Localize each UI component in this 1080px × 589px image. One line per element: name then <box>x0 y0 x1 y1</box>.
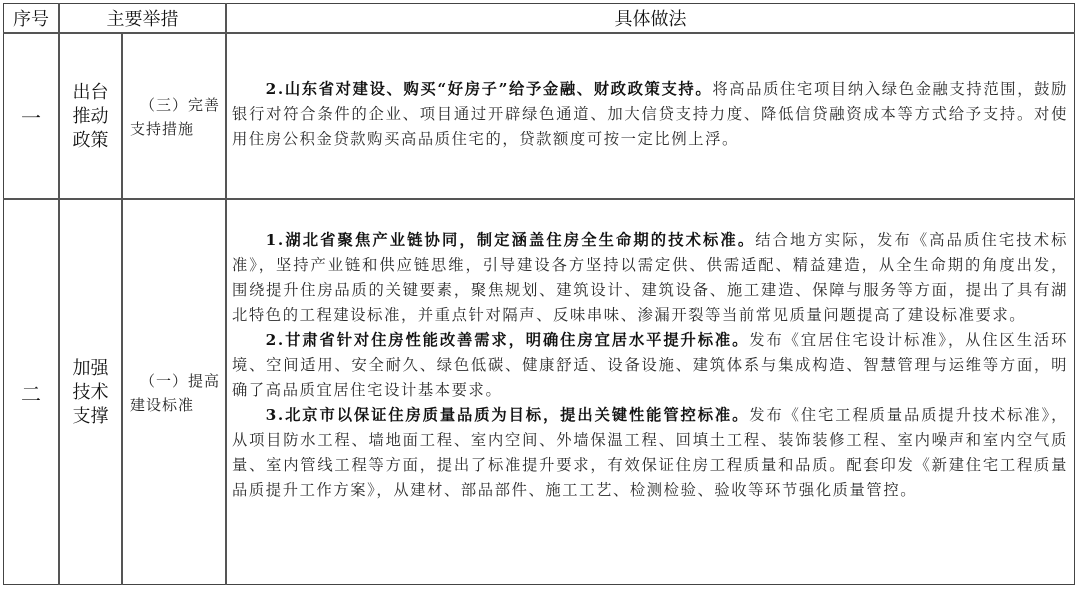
row1-p1-heading: 2.山东省对建设、购买“好房子”给予金融、财政政策支持。 <box>265 80 713 98</box>
row2-paragraph-2 <box>232 328 1068 403</box>
row2-category <box>59 200 122 585</box>
header-practice: 具体做法 <box>614 9 687 30</box>
row2-category-line3: 支撑 <box>72 405 109 427</box>
row2-p1-text: 结合地方实际，发布《高品质住宅技术标准》，坚持产业链和供应链思维，引导建设各方坚持以需定供、供需适配、精益建造，从全生命期的角度出发，围绕提升住房品质的关键要素，聚焦规划、建筑设计、建筑设备、施工建造、保障与服务等方面，提出了具有湖北特色的工程建设标准，并重点针对隔声、反味串味、渗漏开裂等当前常见质量问题提高了建设标准要求。 <box>232 231 1068 324</box>
row2-practice <box>232 228 1068 503</box>
row1-practice <box>232 77 1068 152</box>
row2-p2-heading: 2.甘肃省针对住房性能改善需求，明确住房宜居水平提升标准。 <box>265 331 750 349</box>
row2-paragraph-1 <box>232 228 1068 328</box>
row1-category-line3: 政策 <box>72 129 109 151</box>
row2-p1-heading: 1.湖北省聚焦产业链协同，制定涵盖住房全生命期的技术标准。 <box>265 231 756 249</box>
row2-p2-text: 发布《宜居住宅设计标准》，从住区生活环境、空间适用、安全耐久、绿色低碳、健康舒适、设备设施、建筑体系与集成构造、智慧管理与运维等方面，明确了高品质宜居住宅设计基本要求。 <box>232 331 1068 399</box>
row1-category-line1: 出台 <box>72 81 109 103</box>
row2-sub-measure <box>122 200 226 585</box>
row2-sub-measure-line2: 建设标准 <box>130 395 195 414</box>
row2-category-line1: 加强 <box>72 357 109 379</box>
row2-sub-measure-line1: （一）提高 <box>140 371 221 390</box>
row1-p1-text: 将高品质住宅项目纳入绿色金融支持范围，鼓励银行对符合条件的企业、项目通过开辟绿色通道、加大信贷支持力度、降低信贷融资成本等方式给予支持。对使用住房公积金贷款购买高品质住宅的，贷款额度可按一定比例上浮。 <box>232 80 1068 148</box>
row2-p3-heading: 3.北京市以保证住房质量品质为目标，提出关键性能管控标准。 <box>265 406 750 424</box>
row1-seq: 一 <box>21 106 41 130</box>
row1-sub-measure-line1: （三）完善 <box>140 95 221 114</box>
row2-category-line2: 技术 <box>72 381 109 403</box>
row2-p3-text: 发布《住宅工程质量品质提升技术标准》，从项目防水工程、墙地面工程、室内空间、外墙保温工程、回填土工程、装饰装修工程、室内噪声和室内空气质量、室内管线工程等方面，提出了标准提升要求，有效保证住房工程质量和品质。配套印发《新建住宅工程质量品质提升工作方案》，从建材、部品部件、施工工艺、检测检验、验收等环节强化质量管控。 <box>232 406 1068 499</box>
row1-category <box>59 34 122 199</box>
row1-sub-measure-line2: 支持措施 <box>130 119 195 138</box>
row1-paragraph-1 <box>232 77 1068 152</box>
row2-seq: 二 <box>21 382 41 406</box>
header-seq: 序号 <box>13 9 49 30</box>
row1-sub-measure <box>122 34 226 199</box>
header-measure: 主要举措 <box>106 9 179 30</box>
row1-category-line2: 推动 <box>72 105 109 127</box>
row2-paragraph-3 <box>232 403 1068 503</box>
